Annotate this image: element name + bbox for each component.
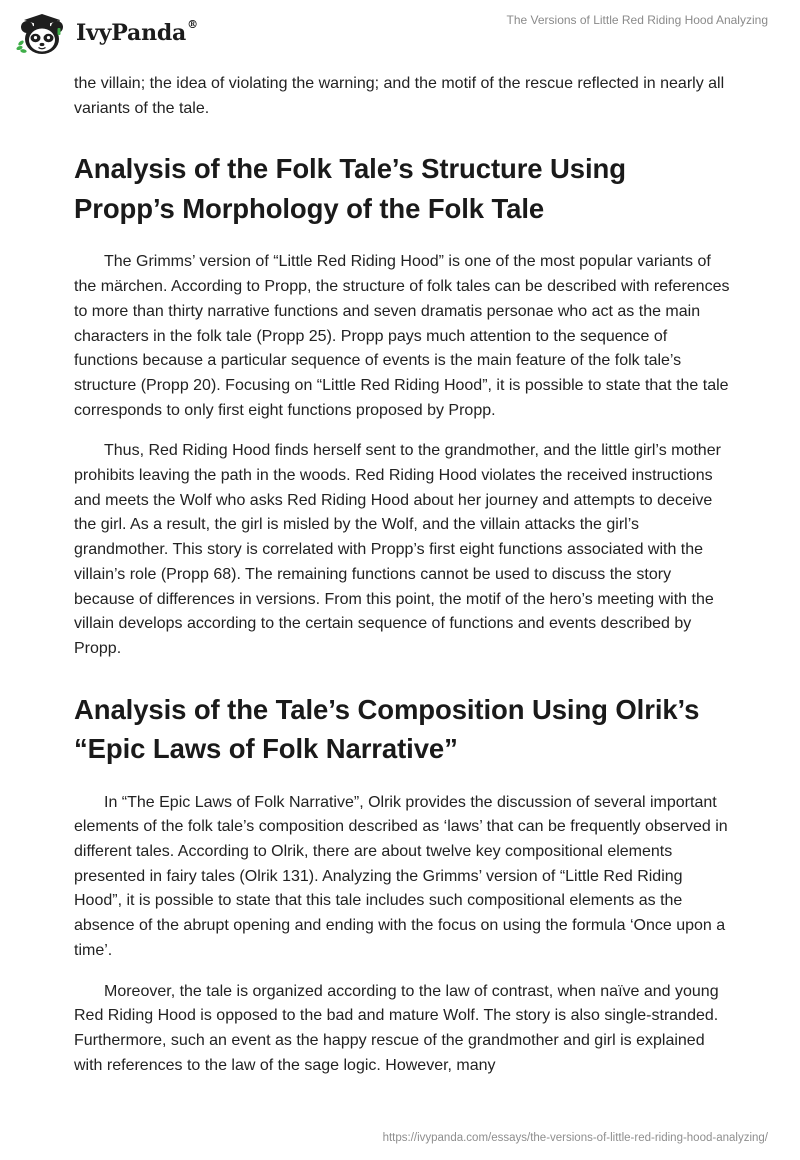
page-header [0,0,800,70]
document-title: The Versions of Little Red Riding Hood Analyzing [506,13,768,27]
paragraph-propp-1: The Grimms’ version of “Little Red Riding Hood” is one of the most popular variants of the märchen. According to Propp, the structure of folk tales can be described with references to more than thirty narrative functions and seven dramatis personae who act as the main characters in the folk tale (Propp 25). Propp pays much attention to the sequence of functions because a particular sequence of events is the main feature of the folk tale’s structure (Propp 20). Focusing on “Little Red Riding Hood”, it is possible to state that the tale corresponds to only first eight functions proposed by Propp. [74,253,730,419]
essay-content [74,72,734,1078]
logo-text: IvyPanda® [76,17,198,46]
registered-mark: ® [187,17,198,31]
paragraph-continuation: the villain; the idea of violating the warning; and the motif of the rescue reflected in nearly all variants of the tale. [74,75,725,117]
section-heading-propp: Analysis of the Folk Tale’s Structure Using Propp’s Morphology of the Folk Tale [74,153,626,224]
panda-graduate-icon [14,10,70,56]
paragraph-olrik-2: Moreover, the tale is organized according to the law of contrast, when naïve and young Red Riding Hood is opposed to the bad and mature Wolf. The story is also single-stranded. Furthermore, such an event as the happy rescue of the grandmother and girl is explained with references to the law of the sage logic. However, many [74,982,719,1074]
source-url[interactable]: https://ivypanda.com/essays/the-versions-of-little-red-riding-hood-analyzing/ [382,1132,768,1144]
ivypanda-logo[interactable] [14,10,198,56]
section-heading-olrik: Analysis of the Tale’s Composition Using Olrik’s “Epic Laws of Folk Narrative” [74,693,700,765]
paragraph-olrik-1: In “The Epic Laws of Folk Narrative”, Olrik provides the discussion of several important elements of the folk tale’s composition described as ‘laws’ that can be frequently observed in different tales. According to Olrik, there are about twelve key compositional elements presented in fairy tales (Olrik 131). Analyzing the Grimms’ version of “Little Red Riding Hood”, it is possible to state that this tale includes such compositional elements as the absence of the abrupt opening and ending with the focus on using the formula ‘Once upon a time’. [74,793,728,959]
paragraph-propp-2: Thus, Red Riding Hood finds herself sent to the grandmother, and the little girl’s mother prohibits leaving the path in the woods. Red Riding Hood violates the received instructions and meets the Wolf who asks Red Riding Hood about her journey and attempts to deceive the girl. As a result, the girl is misled by the Wolf, and the villain attacks the girl’s grandmother. This story is correlated with Propp’s first eight functions associated with the villain’s role (Propp 68). The remaining functions cannot be used to discuss the story because of differences in versions. From this point, the motif of the hero’s meeting with the villain develops according to the certain sequence of functions and events described by Propp. [74,442,721,657]
